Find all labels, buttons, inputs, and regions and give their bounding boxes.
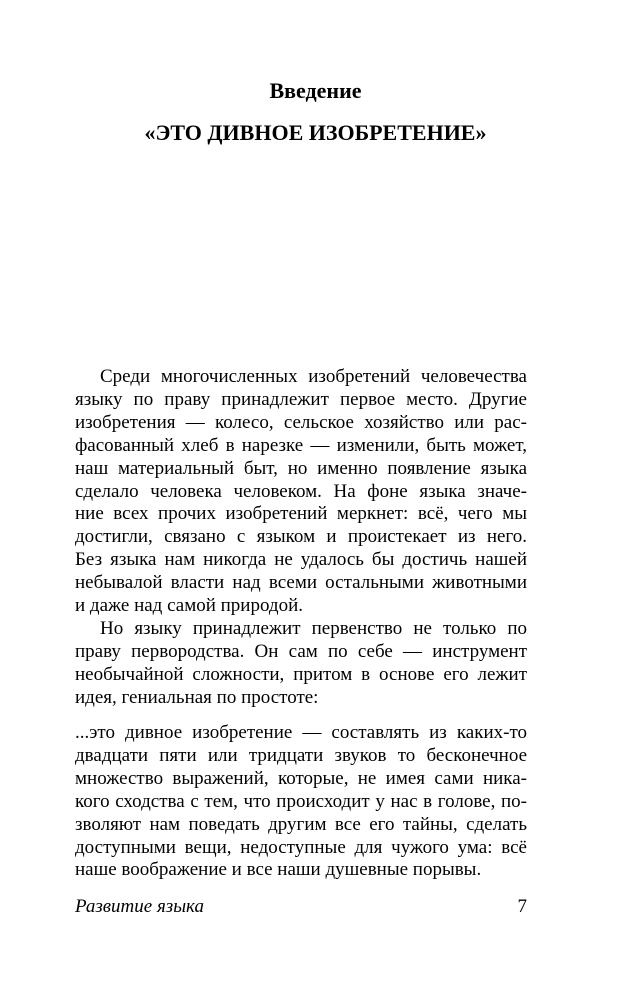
text-line: фасованный хлеб в нарезке — изменили, быть может, — [75, 434, 527, 456]
text-line: необычайной сложности, притом в основе его лежит — [75, 663, 527, 685]
text-line: Но языку принадлежит первенство не только по — [100, 617, 527, 639]
chapter-title: «ЭТО ДИВНОЕ ИЗОБРЕТЕНИЕ» — [144, 120, 487, 145]
text-line: достигли, связано с языком и проистекает из него. — [75, 526, 527, 548]
section-heading: Введение — [269, 78, 362, 103]
text-line: праву первородства. Он сам по себе — инструмент — [75, 640, 527, 662]
main-text — [75, 366, 527, 710]
paragraph-2 — [75, 618, 527, 710]
page-number: 7 — [517, 896, 527, 917]
block-quote — [75, 722, 527, 882]
quote-line: зволяют нам поведать другим все его тайны, сделать — [75, 813, 527, 835]
paragraph-1 — [75, 366, 527, 618]
text-line: и даже над самой природой. — [75, 595, 304, 617]
text-line: Среди многочисленных изобретений человечества — [100, 366, 527, 387]
text-line: наш материальный быт, но именно появление языка — [75, 457, 527, 479]
text-line: изобретения — колесо, сельское хозяйство или рас- — [75, 411, 527, 433]
quote-line: кого сходства с тем, что происходит у нас в голове, по- — [75, 790, 527, 812]
text-line: идея, гениальная по простоте: — [75, 686, 319, 708]
quote-line: множество выражений, которые, не имея сами ника- — [75, 767, 527, 789]
quote-line: доступными вещи, недоступные для чужого ума: всё — [75, 836, 527, 858]
quote-line: ...это дивное изобретение — составлять из каких-то — [75, 722, 527, 743]
text-line: сделало человека человеком. На фоне языка значе- — [75, 480, 527, 502]
text-line: языку по праву принадлежит первое место. Другие — [75, 388, 527, 410]
quote-line: двадцати пяти или тридцати звуков то бесконечное — [75, 744, 527, 766]
quote-line: наше воображение и все наши душевные порывы. — [75, 859, 482, 881]
text-line: Без языка нам никогда не удалось бы достичь нашей — [75, 549, 527, 571]
text-line: небывалой власти над всеми остальными животными — [75, 572, 527, 594]
text-line: ние всех прочих изобретений меркнет: всё, чего мы — [75, 503, 527, 525]
running-title: Развитие языка — [75, 896, 204, 917]
